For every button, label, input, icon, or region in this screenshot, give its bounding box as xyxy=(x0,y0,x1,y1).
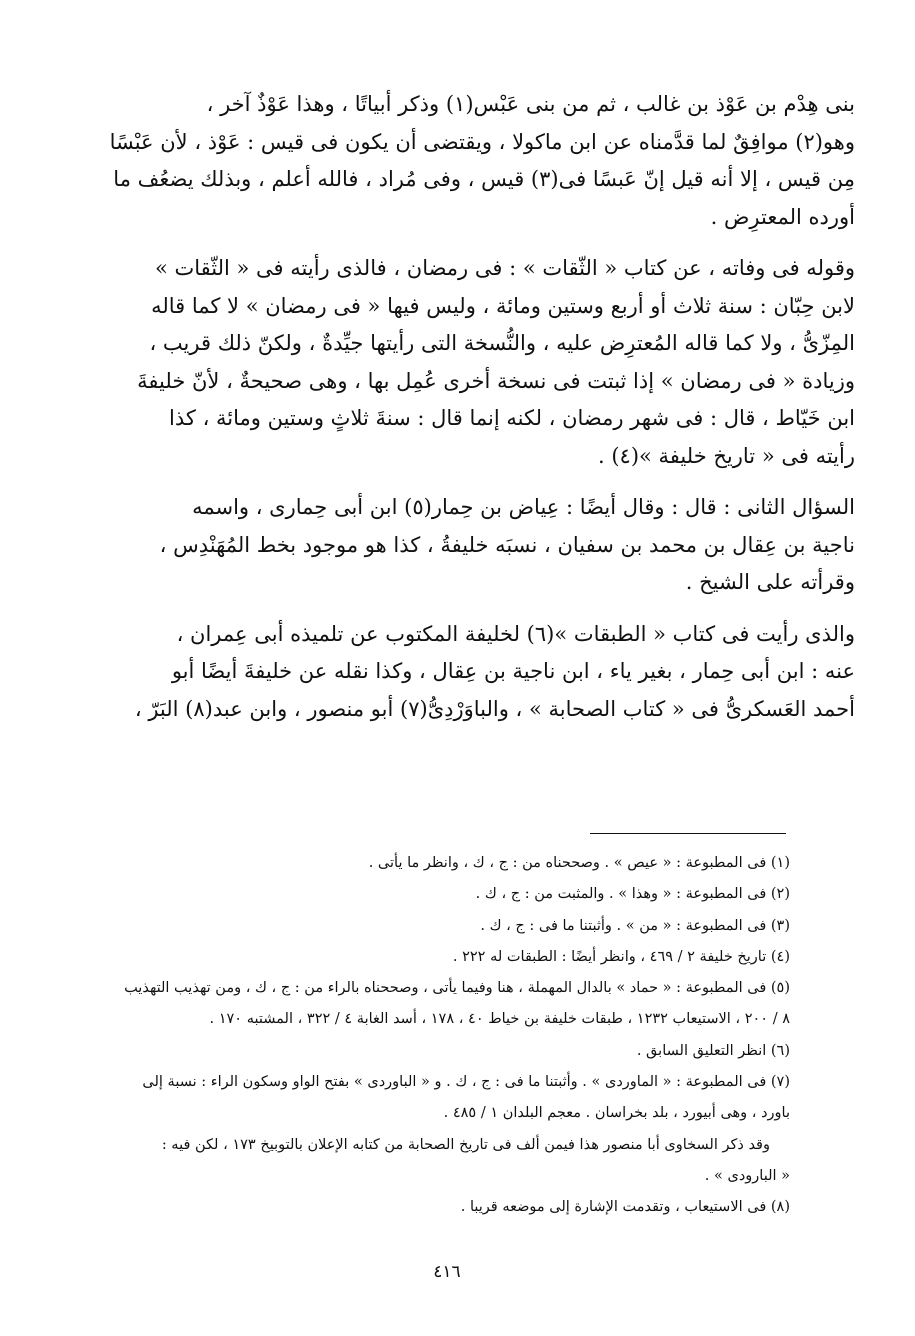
footnote-line: (٥) فى المطبوعة : « حماد » بالدال المهملة ، هنا وفيما يأتى ، وصححناه بالراء من : ج ، ك ، ومن تهذيب التهذيب xyxy=(124,980,790,997)
footnote-line: (٢) فى المطبوعة : « وهذا » . والمثبت من : ج ، ك . xyxy=(475,886,790,903)
text-line: عنه : ابن أبى حِمار ، بغير ياء ، ابن ناجية بن عِقال ، وكذا نقله عن خليفةَ أيضًا أبو xyxy=(171,659,855,683)
text-line: لابن حِبّان : سنة ثلاث أو أربع وستين ومائة ، وليس فيها « فى رمضان » لا كما قاله xyxy=(151,293,855,318)
text-line: رأيته فى « تاريخ خليفة »(٤) . xyxy=(598,443,855,468)
paragraph-3 xyxy=(58,489,855,602)
footnote-separator xyxy=(590,833,786,834)
text-line: والذى رأيت فى كتاب « الطبقات »(٦) لخليفة المكتوب عن تلميذه أبى عِمران ، xyxy=(176,621,855,646)
text-line: وقوله فى وفاته ، عن كتاب « الثّقات » : فى رمضان ، فالذى رأيته فى « الثّقات » xyxy=(154,256,855,280)
footnote-line: وقد ذكر السخاوى أبا منصور هذا فيمن ألف فى تاريخ الصحابة من كتابه الإعلان بالتوبيخ ١٧٣ ، لكن فيه : xyxy=(161,1136,770,1153)
footnote-line: (٦) انظر التعليق السابق . xyxy=(636,1042,790,1059)
text-line: ناجية بن عِقال بن محمد بن سفيان ، نسبَه خليفةُ ، كذا هو موجود بخط المُهَنْدِس ، xyxy=(159,532,855,557)
paragraph-1 xyxy=(58,86,855,236)
text-line: وهو(٢) موافِقٌ لما قدَّمناه عن ابن ماكولا ، ويقتضى أن يكون فى قيس : عَوْذ ، لأن عَبْسًا xyxy=(109,129,855,154)
text-line: أحمد العَسكرىُّ فى « كتاب الصحابة » ، والباوَرْدِىُّ(٧) أبو منصور ، وابن عبد(٨) البَرّ ، xyxy=(134,696,855,721)
text-line: مِن قيس ، إلا أنه قيل إنّ عَبسًا فى(٣) قيس ، وفى مُراد ، فالله أعلم ، وبذلك يضعُف ما xyxy=(113,167,855,191)
text-line: السؤال الثانى : قال : وقال أيضًا : عِياض بن حِمار(٥) ابن أبى حِمارى ، واسمه xyxy=(192,495,855,519)
footnote-line: ٨ / ٢٠٠ ، الاستيعاب ١٢٣٢ ، طبقات خليفة بن خياط ٤٠ ، ١٧٨ ، أسد الغابة ٤ / ٣٢٢ ، المشتبه ١٧٠ . xyxy=(209,1011,790,1028)
text-line: وقرأته على الشيخ . xyxy=(685,570,855,594)
main-text xyxy=(58,86,855,742)
text-line: ابن خَيّاط ، قال : فى شهر رمضان ، لكنه إنما قال : سنةَ ثلاثٍ وستين ومائة ، كذا xyxy=(169,406,855,430)
text-line: وزيادة « فى رمضان » إذا ثبتت فى نسخة أخرى عُمِل بها ، وهى صحيحةٌ ، لأنّ خليفةَ xyxy=(137,368,855,393)
paragraph-4 xyxy=(58,616,855,729)
paragraph-2 xyxy=(58,250,855,475)
text-line: أورده المعترِض . xyxy=(710,204,855,229)
footnote-line: (٨) فى الاستيعاب ، وتقدمت الإشارة إلى موضعه قريبا . xyxy=(460,1199,790,1216)
footnote-line: باورد ، وهى أبيورد ، بلد بخراسان . معجم البلدان ١ / ٤٨٥ . xyxy=(443,1105,790,1122)
footnotes xyxy=(60,848,790,1224)
text-line: بنى هِدْم بن عَوْذ بن غالب ، ثم من بنى عَبْس(١) وذكر أبياتًا ، وهذا عَوْذٌ آخر ، xyxy=(206,92,855,116)
text-line: المِزّىُّ ، ولا كما قاله المُعترِض عليه ، والنُّسخة التى رأيتها جيِّدةٌ ، ولكنّ ذلك قريب ، xyxy=(149,331,855,355)
footnote-line: (٧) فى المطبوعة : « الماوردى » . وأثبتنا ما فى : ج ، ك . و « الباوردى » بفتح الواو وسكون الراء : نسبة إلى xyxy=(142,1074,790,1091)
footnote-line: (٣) فى المطبوعة : « من » . وأثبتنا ما فى : ج ، ك . xyxy=(480,917,790,934)
page-number: ٤١٦ xyxy=(433,1262,461,1282)
footnote-line: (١) فى المطبوعة : « عيص » . وصححناه من : ج ، ك ، وانظر ما يأتى . xyxy=(368,855,790,871)
footnote-line: (٤) تاريخ خليفة ٢ / ٤٦٩ ، وانظر أيضًا : الطبقات له ٢٢٢ . xyxy=(452,948,790,965)
footnote-line: « البارودى » . xyxy=(704,1167,790,1184)
